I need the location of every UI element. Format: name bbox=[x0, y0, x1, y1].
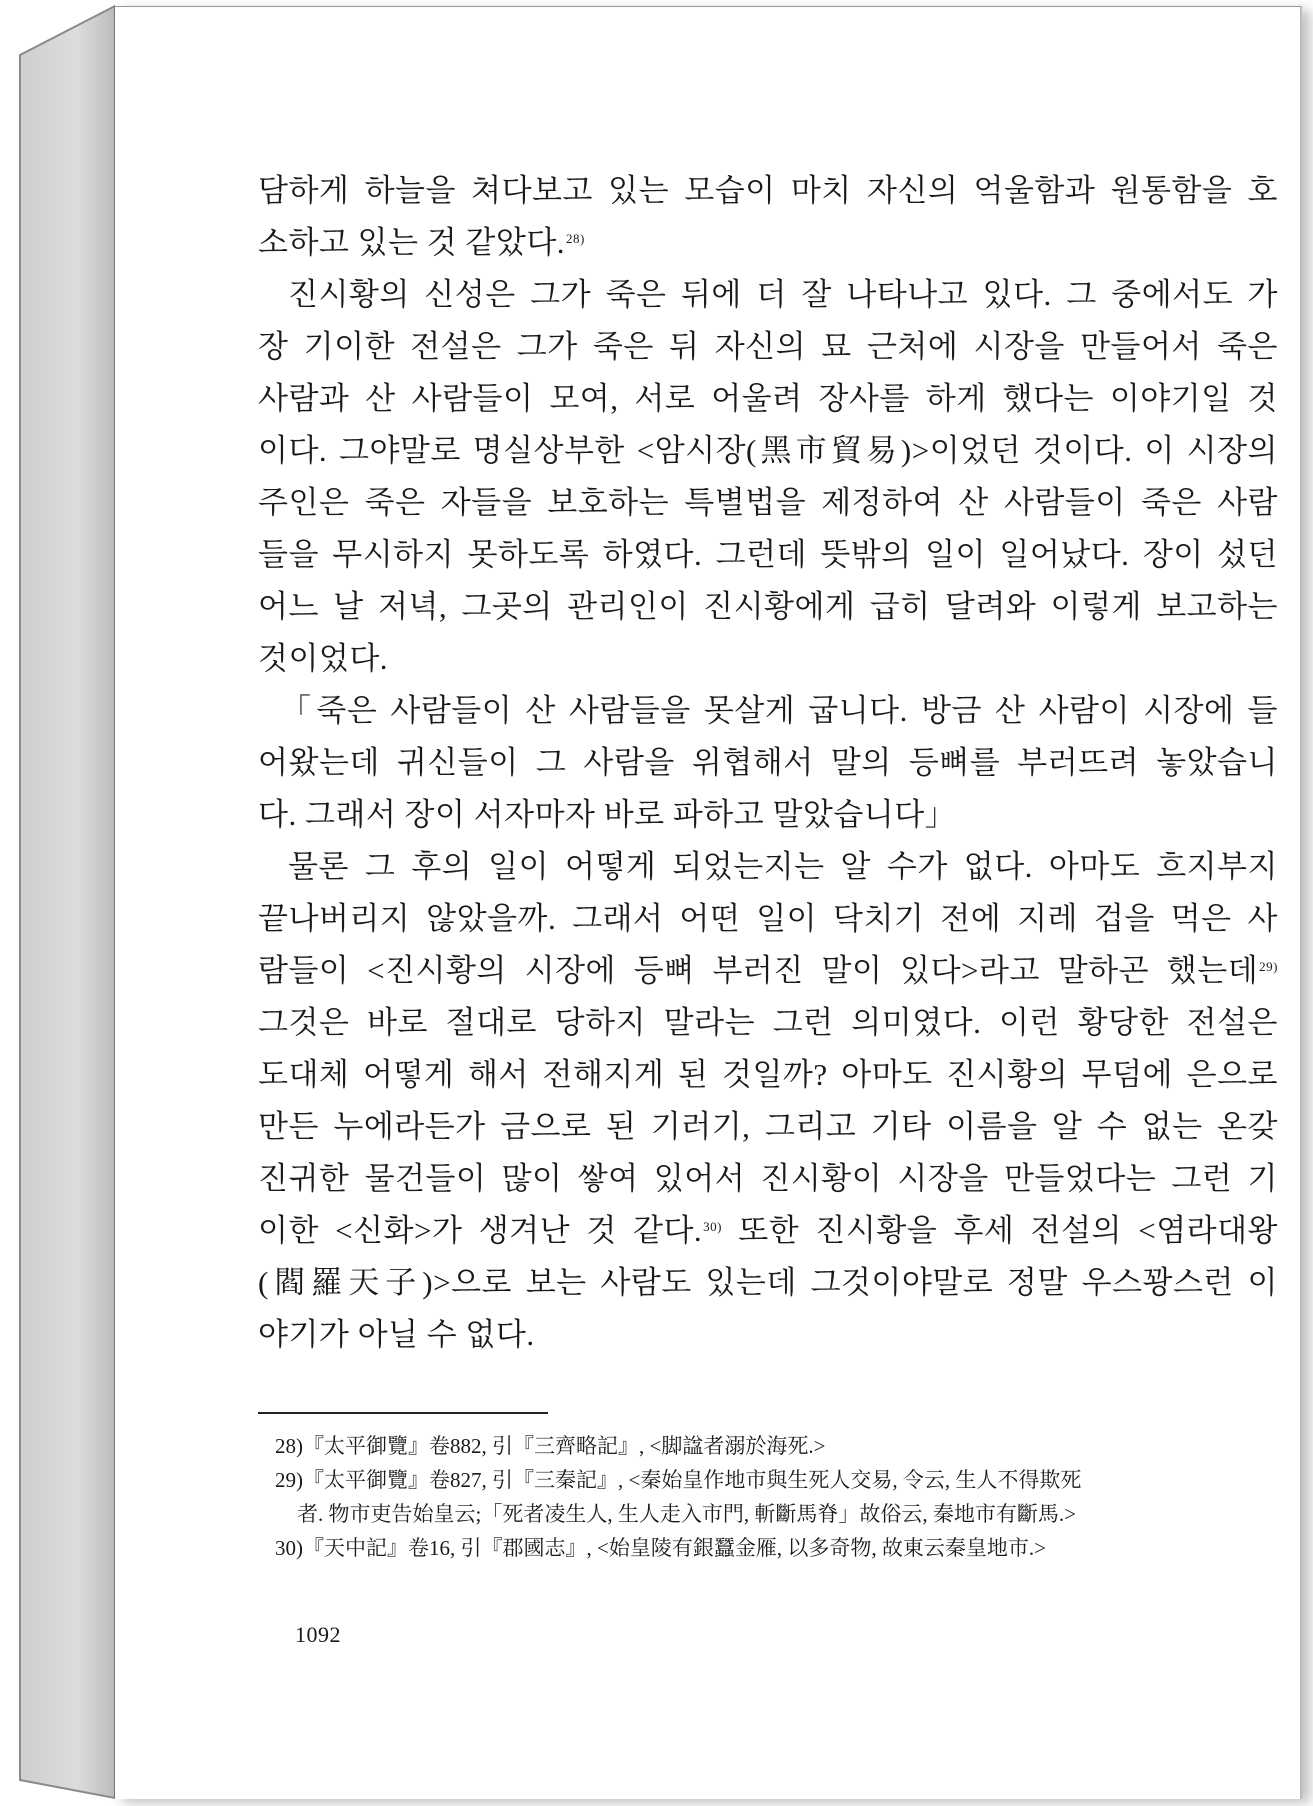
text-line bbox=[258, 1257, 1278, 1309]
text-line-content: 물론 그 후의 일이 어떻게 되었는지는 알 수가 없다. 아마도 흐지부지 bbox=[288, 849, 1278, 884]
text-line-content: 진귀한 물건들이 많이 쌓여 있어서 진시황이 시장을 만들었다는 그런 기 bbox=[258, 1161, 1278, 1196]
body-text bbox=[258, 165, 1278, 1361]
text-line bbox=[258, 269, 1278, 321]
text-line bbox=[258, 581, 1278, 633]
text-line-continuation: 또한 진시황을 후세 전설의 <염라대왕 bbox=[722, 1213, 1278, 1248]
text-line bbox=[258, 529, 1278, 581]
text-line bbox=[258, 1309, 1278, 1361]
footnote-marker: 30) bbox=[703, 1219, 723, 1234]
text-line-content: 장 기이한 전설은 그가 죽은 뒤 자신의 묘 근처에 시장을 만들어서 죽은 bbox=[258, 329, 1278, 364]
text-line-content: 주인은 죽은 자들을 보호하는 특별법을 제정하여 산 사람들이 죽은 사람 bbox=[258, 485, 1278, 520]
footnote bbox=[275, 1429, 1280, 1463]
book-page bbox=[115, 6, 1302, 1799]
footnote-marker: 28) bbox=[566, 231, 585, 246]
text-line-content: 것이었다. bbox=[258, 641, 389, 676]
text-line bbox=[258, 321, 1278, 373]
text-line bbox=[258, 893, 1278, 945]
text-line-content: 이한 <신화>가 생겨난 것 같다. bbox=[258, 1213, 703, 1248]
text-line bbox=[258, 841, 1278, 893]
text-line bbox=[258, 217, 1278, 269]
text-line bbox=[258, 1049, 1278, 1101]
text-line bbox=[258, 685, 1278, 737]
text-line bbox=[258, 633, 1278, 685]
text-line-content: 「죽은 사람들이 산 사람들을 못살게 굽니다. 방금 산 사람이 시장에 들 bbox=[280, 693, 1278, 728]
text-line bbox=[258, 165, 1278, 217]
text-line bbox=[258, 1205, 1278, 1257]
text-line-content: 다. 그래서 장이 서자마자 바로 파하고 말았습니다」 bbox=[258, 797, 957, 832]
text-line bbox=[258, 1153, 1278, 1205]
footnotes bbox=[275, 1429, 1280, 1565]
text-line-content: 소하고 있는 것 같았다. bbox=[258, 225, 566, 260]
footnote-text: 30)『天中記』卷16, 引『郡國志』, <始皇陵有銀蠶金雁, 以多奇物, 故東云秦皇地市.> bbox=[275, 1536, 1046, 1560]
footnote-continuation: 者. 物市吏告始皇云;「死者凌生人, 生人走入市門, 斬斷馬脊」故俗云, 秦地市有斷馬.> bbox=[297, 1502, 1076, 1526]
page-number: 1092 bbox=[295, 1622, 341, 1647]
text-line-content: 이다. 그야말로 명실상부한 <암시장(黑市貿易)>이었던 것이다. 이 시장의 bbox=[258, 433, 1278, 468]
text-line-content: 사람과 산 사람들이 모여, 서로 어울려 장사를 하게 했다는 이야기일 것 bbox=[258, 381, 1278, 416]
text-line-content: 어느 날 저녁, 그곳의 관리인이 진시황에게 급히 달려와 이렇게 보고하는 bbox=[258, 589, 1278, 624]
text-line-content: (閻羅天子)>으로 보는 사람도 있는데 그것이야말로 정말 우스꽝스런 이 bbox=[258, 1265, 1278, 1300]
text-line bbox=[258, 945, 1278, 997]
text-line bbox=[258, 373, 1278, 425]
text-line-content: 어왔는데 귀신들이 그 사람을 위협해서 말의 등뼈를 부러뜨려 놓았습니 bbox=[258, 745, 1278, 780]
footnote-marker: 29) bbox=[1259, 959, 1278, 974]
text-line-content: 야기가 아닐 수 없다. bbox=[258, 1317, 535, 1352]
text-line-content: 그것은 바로 절대로 당하지 말라는 그런 의미였다. 이런 황당한 전설은 bbox=[258, 1005, 1278, 1040]
footnote bbox=[275, 1531, 1280, 1565]
text-line-content: 진시황의 신성은 그가 죽은 뒤에 더 잘 나타나고 있다. 그 중에서도 가 bbox=[288, 277, 1278, 312]
text-line-content: 도대체 어떻게 해서 전해지게 된 것일까? 아마도 진시황의 무덤에 은으로 bbox=[258, 1057, 1278, 1092]
text-line bbox=[258, 737, 1278, 789]
footnote bbox=[275, 1463, 1280, 1531]
text-line-content: 끝나버리지 않았을까. 그래서 어떤 일이 닥치기 전에 지레 겁을 먹은 사 bbox=[258, 901, 1278, 936]
footnote-text: 29)『太平御覽』卷827, 引『三秦記』, <秦始皇作地市與生死人交易, 令云, 生人不得欺死 bbox=[275, 1468, 1082, 1492]
text-line-content: 들을 무시하지 못하도록 하였다. 그런데 뜻밖의 일이 일어났다. 장이 섰던 bbox=[258, 537, 1278, 572]
text-line-content: 만든 누에라든가 금으로 된 기러기, 그리고 기타 이름을 알 수 없는 온갖 bbox=[258, 1109, 1278, 1144]
text-line bbox=[258, 477, 1278, 529]
text-line-content: 람들이 <진시황의 시장에 등뼈 부러진 말이 있다>라고 말하곤 했는데 bbox=[258, 953, 1259, 988]
text-line bbox=[258, 1101, 1278, 1153]
footnote-divider bbox=[258, 1412, 548, 1414]
text-line-content: 담하게 하늘을 쳐다보고 있는 모습이 마치 자신의 억울함과 원통함을 호 bbox=[258, 173, 1278, 208]
book-spine bbox=[0, 0, 115, 1806]
footnote-text: 28)『太平御覽』卷882, 引『三齊略記』, <脚諡者溺於海死.> bbox=[275, 1434, 826, 1458]
text-line bbox=[258, 789, 1278, 841]
text-line bbox=[258, 425, 1278, 477]
text-line bbox=[258, 997, 1278, 1049]
